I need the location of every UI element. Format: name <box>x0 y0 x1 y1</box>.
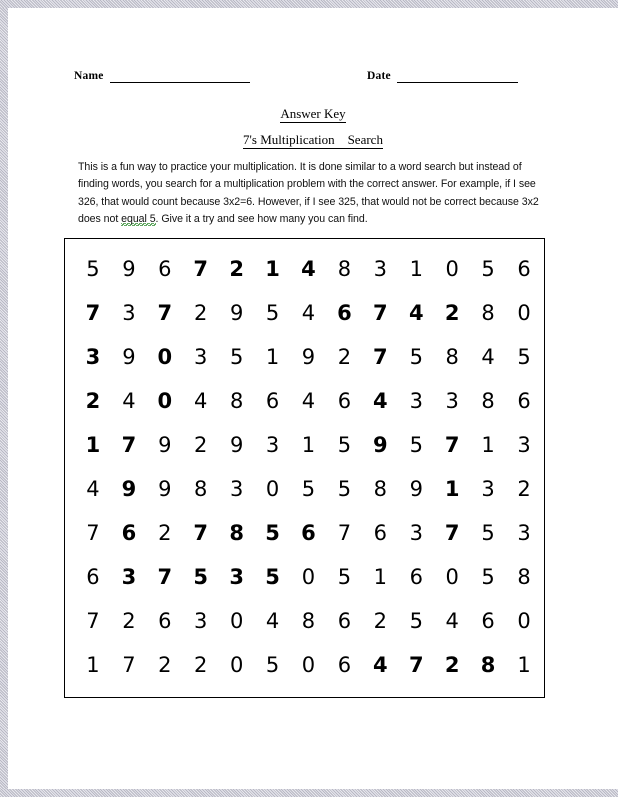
grid-cell[interactable]: 7 <box>193 520 209 545</box>
grid-cell[interactable]: 8 <box>194 476 208 501</box>
grid-cell[interactable]: 5 <box>265 520 280 545</box>
grid-cell[interactable]: 1 <box>373 564 388 589</box>
grid-cell[interactable]: 4 <box>481 344 495 369</box>
grid-cell[interactable]: 2 <box>517 476 531 501</box>
grid-cell[interactable]: 6 <box>517 256 531 281</box>
instructions-text-part2: . Give it a try and see how many you can find. <box>155 212 368 225</box>
grid-cell[interactable]: 4 <box>408 300 424 325</box>
spellcheck-flagged-text: equal 5 <box>121 212 156 225</box>
grid-cell[interactable]: 3 <box>517 432 531 457</box>
grid-cell[interactable]: 5 <box>337 564 352 589</box>
grid-cell[interactable]: 7 <box>157 564 173 589</box>
grid-cell[interactable]: 5 <box>229 344 244 369</box>
grid-cell[interactable]: 6 <box>337 300 352 325</box>
date-label: Date <box>367 70 391 82</box>
grid-cell[interactable]: 7 <box>408 652 424 677</box>
name-label: Name <box>74 70 104 82</box>
grid-cell[interactable]: 4 <box>373 388 388 413</box>
grid-cell[interactable]: 7 <box>86 608 100 633</box>
grid-cell[interactable]: 4 <box>301 300 316 325</box>
worksheet-title <box>8 132 618 148</box>
grid-cell[interactable]: 4 <box>122 388 136 413</box>
window-edge-top <box>0 0 618 8</box>
grid-cell[interactable]: 8 <box>480 652 496 677</box>
grid-cell[interactable]: 2 <box>444 300 460 325</box>
grid-cell[interactable]: 8 <box>229 388 244 413</box>
grid-cell[interactable]: 5 <box>265 300 280 325</box>
grid-cell[interactable]: 6 <box>301 520 316 545</box>
grid-cell[interactable]: 0 <box>229 608 244 633</box>
grid-cell[interactable]: 9 <box>122 344 136 369</box>
grid-cell[interactable]: 2 <box>122 608 136 633</box>
number-search-grid <box>65 239 546 699</box>
grid-cell[interactable]: 2 <box>194 652 208 677</box>
number-search-grid-box <box>64 238 545 698</box>
grid-cell[interactable]: 7 <box>193 256 209 281</box>
grid-cell[interactable]: 7 <box>373 344 388 369</box>
grid-cell[interactable]: 0 <box>445 564 459 589</box>
grid-cell[interactable]: 8 <box>301 608 316 633</box>
grid-cell[interactable]: 6 <box>337 652 352 677</box>
grid-cell[interactable]: 9 <box>373 432 388 457</box>
grid-cell[interactable]: 9 <box>158 476 172 501</box>
grid-cell[interactable]: 0 <box>301 564 316 589</box>
grid-cell[interactable]: 3 <box>194 608 208 633</box>
grid-cell[interactable]: 4 <box>373 652 388 677</box>
grid-cell[interactable]: 5 <box>481 520 495 545</box>
grid-cell[interactable]: 9 <box>409 476 423 501</box>
grid-cell[interactable]: 5 <box>337 476 352 501</box>
instructions-text-part1: This is a fun way to practice your multiplication. It is done similar to a word search but instead of finding words, you search for a multiplication problem with the correct answer. For example, if I see 326, that would count because 3x2=6. However, if I see 325, that would not be correct because 3x2 does not <box>78 161 539 225</box>
grid-cell[interactable]: 0 <box>445 256 459 281</box>
grid-cell[interactable]: 2 <box>373 608 388 633</box>
name-write-in-line[interactable] <box>110 70 250 83</box>
grid-cell[interactable]: 5 <box>265 652 280 677</box>
grid-cell[interactable]: 7 <box>444 432 460 457</box>
grid-cell[interactable]: 7 <box>122 652 136 677</box>
grid-cell[interactable]: 2 <box>85 388 101 413</box>
grid-cell[interactable]: 1 <box>409 256 423 281</box>
grid-cell[interactable]: 5 <box>409 432 423 457</box>
window-edge-bottom <box>0 789 618 797</box>
grid-cell[interactable]: 9 <box>301 344 316 369</box>
window-edge-left <box>0 0 8 789</box>
grid-cell[interactable]: 1 <box>517 652 531 677</box>
grid-cell[interactable]: 2 <box>194 300 208 325</box>
date-write-in-line[interactable] <box>397 70 518 83</box>
grid-cell[interactable]: 7 <box>157 300 173 325</box>
grid-cell[interactable]: 1 <box>85 432 101 457</box>
grid-cell[interactable]: 7 <box>337 520 352 545</box>
instructions-paragraph <box>78 159 540 228</box>
grid-cell[interactable]: 8 <box>229 520 244 545</box>
grid-cell[interactable]: 6 <box>517 388 531 413</box>
grid-cell[interactable]: 2 <box>337 344 352 369</box>
grid-cell[interactable]: 7 <box>86 520 100 545</box>
grid-cell[interactable]: 1 <box>86 652 100 677</box>
grid-cell[interactable]: 0 <box>301 652 316 677</box>
student-info-row <box>8 70 618 92</box>
grid-cell[interactable]: 5 <box>265 564 280 589</box>
grid-cell[interactable]: 1 <box>301 432 316 457</box>
grid-cell[interactable]: 7 <box>85 300 101 325</box>
grid-cell[interactable]: 0 <box>157 388 173 413</box>
grid-cell[interactable]: 4 <box>301 388 316 413</box>
date-field-group <box>367 70 518 83</box>
grid-cell[interactable]: 4 <box>194 388 208 413</box>
grid-cell[interactable]: 6 <box>481 608 495 633</box>
grid-cell[interactable]: 2 <box>194 432 208 457</box>
grid-cell[interactable]: 7 <box>373 300 388 325</box>
grid-cell[interactable]: 0 <box>157 344 173 369</box>
grid-cell[interactable]: 4 <box>265 608 280 633</box>
grid-cell[interactable]: 6 <box>409 564 423 589</box>
grid-cell[interactable]: 3 <box>229 476 244 501</box>
grid-cell[interactable]: 4 <box>445 608 459 633</box>
grid-cell[interactable]: 5 <box>517 344 531 369</box>
grid-cell[interactable]: 8 <box>517 564 531 589</box>
worksheet-title-text: 7's Multiplication Search <box>243 132 383 147</box>
answer-key-title-text: Answer Key <box>280 106 346 121</box>
grid-cell[interactable]: 3 <box>194 344 208 369</box>
grid-cell[interactable]: 5 <box>409 608 423 633</box>
grid-cell[interactable]: 1 <box>265 344 280 369</box>
grid-cell[interactable]: 7 <box>121 432 137 457</box>
grid-cell[interactable]: 7 <box>444 520 460 545</box>
grid-cell[interactable]: 8 <box>337 256 352 281</box>
grid-cell[interactable]: 5 <box>337 432 352 457</box>
worksheet-page <box>8 8 618 789</box>
grid-cell[interactable]: 6 <box>265 388 280 413</box>
grid-cell[interactable]: 3 <box>229 564 244 589</box>
grid-cell[interactable]: 2 <box>158 652 172 677</box>
grid-cell[interactable]: 3 <box>373 256 388 281</box>
grid-cell[interactable]: 2 <box>229 256 244 281</box>
grid-cell[interactable]: 5 <box>481 564 495 589</box>
grid-cell[interactable]: 6 <box>373 520 388 545</box>
grid-cell[interactable]: 1 <box>265 256 280 281</box>
grid-cell[interactable]: 8 <box>373 476 388 501</box>
grid-cell[interactable]: 5 <box>409 344 423 369</box>
grid-cell[interactable]: 9 <box>229 300 244 325</box>
grid-cell[interactable]: 2 <box>444 652 460 677</box>
grid-cell[interactable]: 6 <box>86 564 100 589</box>
grid-cell[interactable]: 3 <box>481 476 495 501</box>
grid-cell[interactable]: 9 <box>229 432 244 457</box>
grid-cell[interactable]: 3 <box>517 520 531 545</box>
grid-cell[interactable]: 8 <box>481 300 495 325</box>
grid-cell[interactable]: 0 <box>229 652 244 677</box>
grid-cell[interactable]: 0 <box>517 608 531 633</box>
grid-cell[interactable]: 5 <box>193 564 209 589</box>
answer-key-title <box>8 106 618 122</box>
grid-cell[interactable]: 8 <box>445 344 459 369</box>
grid-cell[interactable]: 9 <box>158 432 172 457</box>
grid-cell[interactable]: 3 <box>85 344 101 369</box>
grid-cell[interactable]: 9 <box>121 476 137 501</box>
grid-cell[interactable]: 2 <box>158 520 172 545</box>
grid-cell[interactable]: 3 <box>409 520 423 545</box>
name-field-group <box>74 70 250 83</box>
grid-cell[interactable]: 6 <box>337 388 352 413</box>
grid-cell[interactable]: 3 <box>265 432 280 457</box>
grid-cell[interactable]: 6 <box>121 520 137 545</box>
grid-cell[interactable]: 6 <box>158 256 172 281</box>
grid-cell[interactable]: 0 <box>265 476 280 501</box>
grid-cell[interactable]: 1 <box>444 476 460 501</box>
grid-cell[interactable]: 6 <box>158 608 172 633</box>
grid-cell[interactable]: 5 <box>86 256 100 281</box>
grid-cell[interactable]: 3 <box>122 300 136 325</box>
grid-cell[interactable]: 3 <box>121 564 137 589</box>
grid-cell[interactable]: 4 <box>86 476 100 501</box>
grid-cell[interactable]: 1 <box>481 432 495 457</box>
grid-cell[interactable]: 6 <box>337 608 352 633</box>
grid-cell[interactable]: 3 <box>445 388 459 413</box>
grid-cell[interactable]: 8 <box>481 388 495 413</box>
grid-cell[interactable]: 5 <box>481 256 495 281</box>
grid-cell[interactable]: 3 <box>409 388 423 413</box>
grid-cell[interactable]: 0 <box>517 300 531 325</box>
grid-cell[interactable]: 9 <box>122 256 136 281</box>
grid-cell[interactable]: 4 <box>301 256 316 281</box>
grid-cell[interactable]: 5 <box>301 476 316 501</box>
